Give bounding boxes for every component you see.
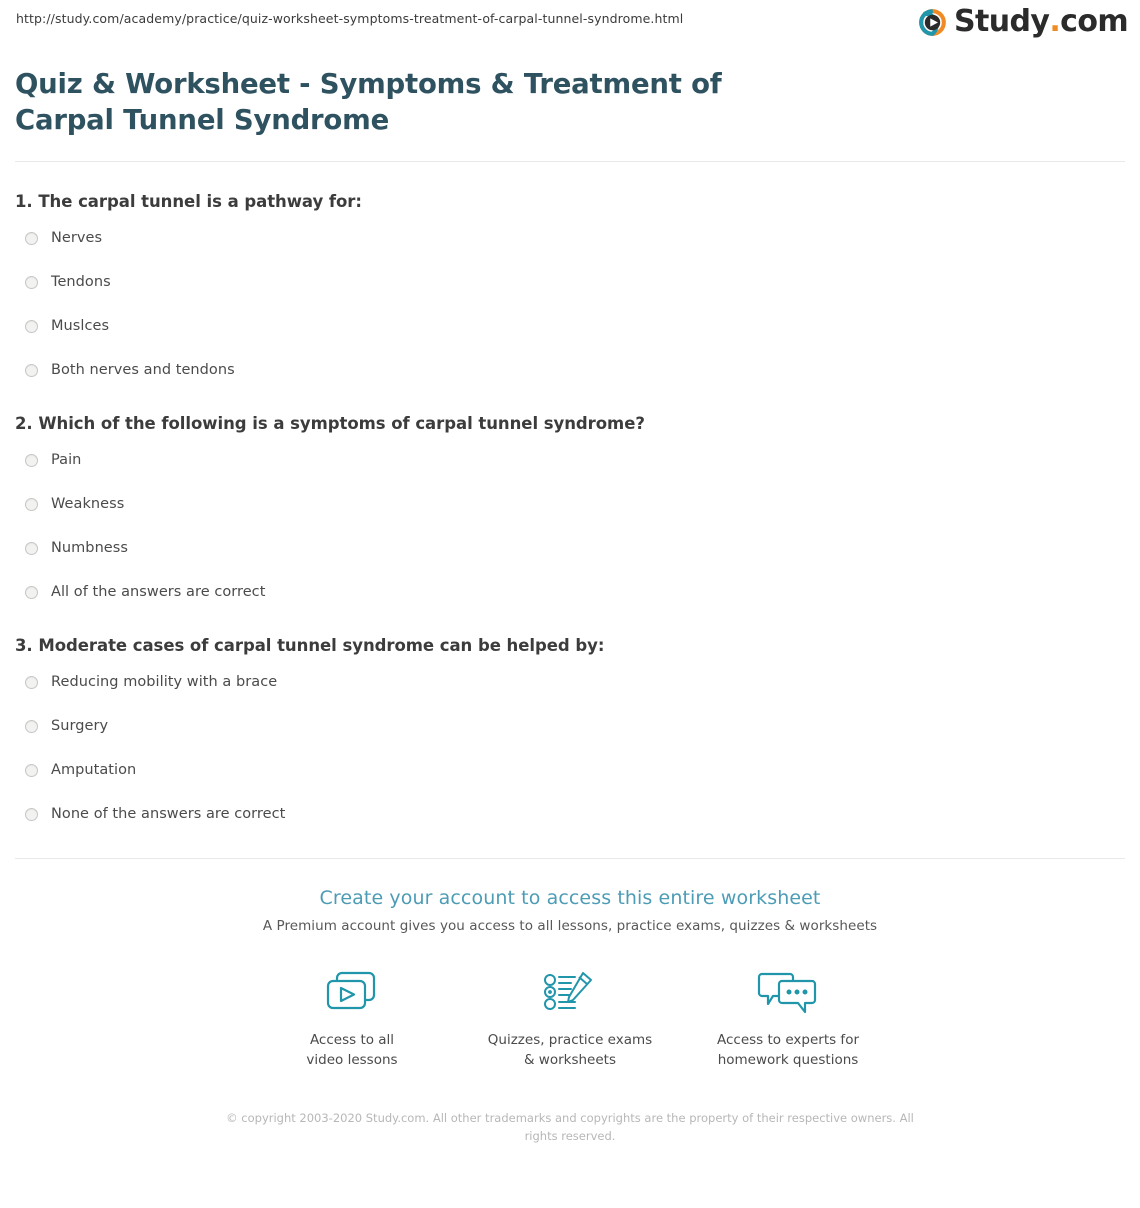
answer-option[interactable] — [15, 535, 1125, 562]
answer-list — [15, 225, 1125, 384]
copyright-notice: © copyright 2003-2020 Study.com. All other trademarks and copyrights are the property of their respective owners. All rights reserved. — [226, 1111, 914, 1143]
answer-label: Tendons — [51, 274, 111, 291]
answer-option[interactable] — [15, 447, 1125, 474]
answer-label: Amputation — [51, 762, 137, 779]
page-header — [0, 0, 1140, 52]
answer-label: Surgery — [51, 718, 109, 735]
quiz-questions — [0, 192, 1140, 828]
answer-label: None of the answers are correct — [51, 806, 286, 823]
quiz-checklist-pencil-icon — [461, 966, 679, 1018]
question-text: 1. The carpal tunnel is a pathway for: — [15, 191, 362, 211]
answer-option[interactable] — [15, 357, 1125, 384]
cta-heading[interactable]: Create your account to access this entire worksheet — [319, 886, 821, 909]
video-lessons-icon — [243, 966, 461, 1018]
feature-caption-line1: Quizzes, practice exams — [487, 1031, 653, 1048]
title-divider — [15, 161, 1125, 162]
answer-option[interactable] — [15, 269, 1125, 296]
cta-section — [0, 887, 1140, 1146]
answer-option[interactable] — [15, 757, 1125, 784]
logo-word-com: com — [1060, 4, 1128, 39]
title-section — [0, 66, 1140, 139]
feature-caption — [243, 1030, 461, 1071]
answer-label: All of the answers are correct — [51, 584, 266, 601]
feature-caption-line2: homework questions — [717, 1051, 859, 1068]
radio-button-icon[interactable] — [25, 764, 38, 777]
radio-button-icon[interactable] — [25, 586, 38, 599]
question-block — [15, 636, 1125, 828]
radio-button-icon[interactable] — [25, 232, 38, 245]
play-circle-icon — [918, 8, 947, 37]
answer-list — [15, 447, 1125, 606]
feature-caption-line2: video lessons — [306, 1051, 398, 1068]
answer-option[interactable] — [15, 313, 1125, 340]
logo-dot: . — [1049, 4, 1061, 39]
answer-label: Both nerves and tendons — [51, 362, 235, 379]
radio-button-icon[interactable] — [25, 542, 38, 555]
answer-label: Reducing mobility with a brace — [51, 674, 278, 691]
feature-caption — [461, 1030, 679, 1071]
answer-label: Nerves — [51, 230, 103, 247]
radio-button-icon[interactable] — [25, 276, 38, 289]
feature-item — [461, 966, 679, 1071]
feature-caption-line1: Access to experts for — [716, 1031, 859, 1048]
logo-word-study: Study — [954, 4, 1050, 39]
answer-option[interactable] — [15, 579, 1125, 606]
feature-item — [679, 966, 897, 1071]
page-title: Quiz & Worksheet - Symptoms & Treatment of Carpal Tunnel Syndrome — [15, 68, 722, 137]
study-com-logo[interactable] — [918, 4, 1128, 39]
radio-button-icon[interactable] — [25, 454, 38, 467]
cta-subheading: A Premium account gives you access to all lessons, practice exams, quizzes & worksheets — [262, 917, 878, 934]
feature-list — [0, 966, 1140, 1071]
cta-divider — [15, 858, 1125, 859]
question-block — [15, 414, 1125, 606]
radio-button-icon[interactable] — [25, 676, 38, 689]
answer-list — [15, 669, 1125, 828]
answer-label: Muslces — [51, 318, 110, 335]
logo-wordmark — [954, 4, 1128, 39]
answer-option[interactable] — [15, 801, 1125, 828]
page-url: http://study.com/academy/practice/quiz-worksheet-symptoms-treatment-of-carpal-tunnel-syndrome.html — [16, 11, 684, 26]
question-text: 3. Moderate cases of carpal tunnel syndrome can be helped by: — [15, 635, 605, 655]
feature-item — [243, 966, 461, 1071]
answer-option[interactable] — [15, 491, 1125, 518]
answer-option[interactable] — [15, 713, 1125, 740]
question-block — [15, 192, 1125, 384]
answer-option[interactable] — [15, 669, 1125, 696]
radio-button-icon[interactable] — [25, 364, 38, 377]
answer-label: Pain — [51, 452, 82, 469]
feature-caption-line2: & worksheets — [523, 1051, 616, 1068]
answer-label: Weakness — [51, 496, 125, 513]
question-text: 2. Which of the following is a symptoms of carpal tunnel syndrome? — [15, 413, 645, 433]
feature-caption — [679, 1030, 897, 1071]
radio-button-icon[interactable] — [25, 320, 38, 333]
radio-button-icon[interactable] — [25, 498, 38, 511]
answer-label: Numbness — [51, 540, 128, 557]
radio-button-icon[interactable] — [25, 720, 38, 733]
chat-bubbles-icon — [679, 966, 897, 1018]
answer-option[interactable] — [15, 225, 1125, 252]
feature-caption-line1: Access to all — [309, 1031, 395, 1048]
radio-button-icon[interactable] — [25, 808, 38, 821]
